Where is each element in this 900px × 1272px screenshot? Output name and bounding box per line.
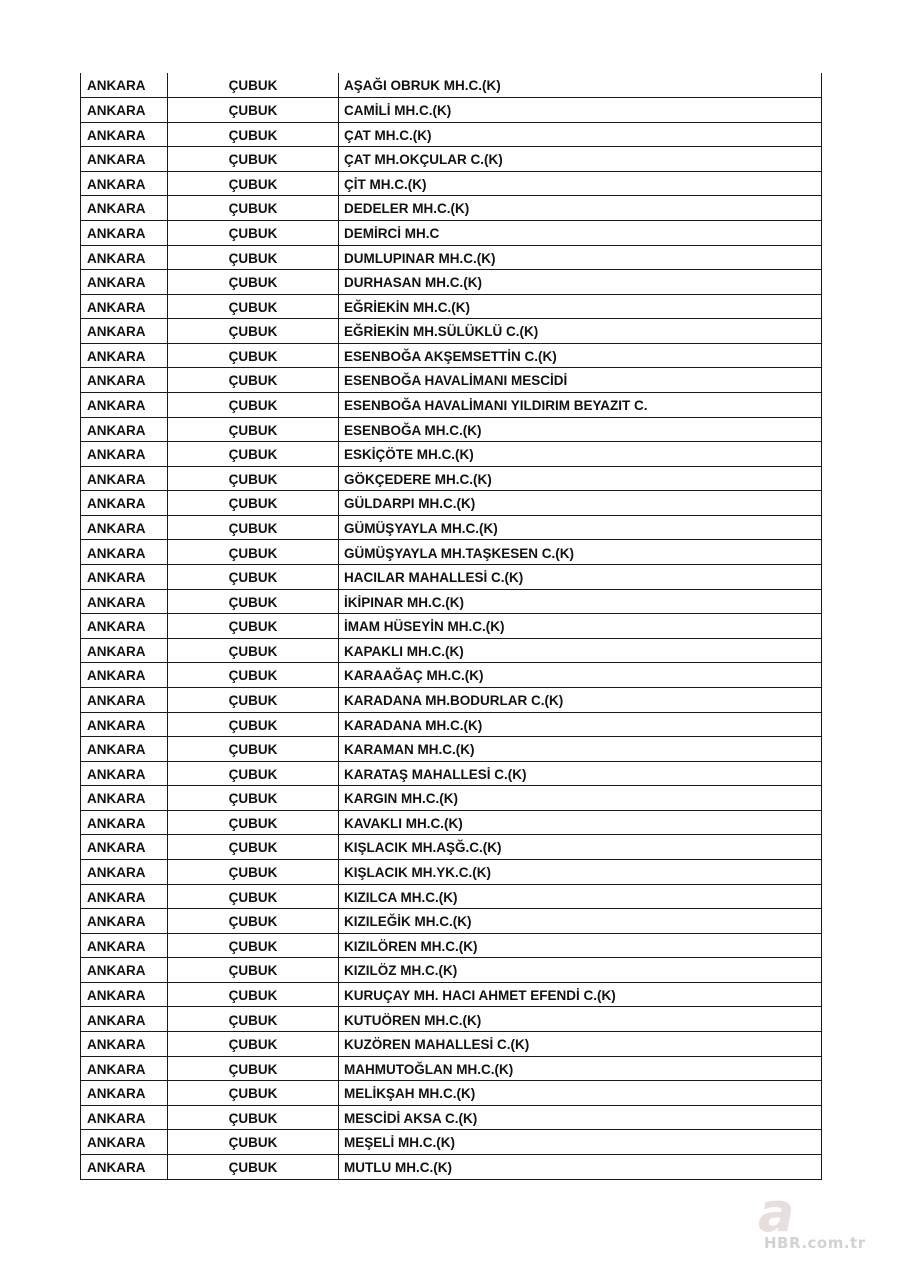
table-row	[81, 565, 822, 590]
table-row	[81, 810, 822, 835]
district-cell: ÇUBUK	[168, 687, 339, 712]
district-cell: ÇUBUK	[168, 1032, 339, 1057]
district-cell: ÇUBUK	[168, 147, 339, 172]
province-cell: ANKARA	[81, 442, 168, 467]
province-cell: ANKARA	[81, 1056, 168, 1081]
mosque-name-cell: MELİKŞAH MH.C.(K)	[339, 1081, 822, 1106]
district-cell: ÇUBUK	[168, 1105, 339, 1130]
table-row	[81, 98, 822, 123]
district-cell: ÇUBUK	[168, 712, 339, 737]
mosque-name-cell: KIŞLACIK MH.YK.C.(K)	[339, 860, 822, 885]
district-cell: ÇUBUK	[168, 933, 339, 958]
table-row	[81, 1081, 822, 1106]
table-row	[81, 737, 822, 762]
mosque-name-cell: AŞAĞI OBRUK MH.C.(K)	[339, 73, 822, 98]
district-cell: ÇUBUK	[168, 196, 339, 221]
district-cell: ÇUBUK	[168, 1130, 339, 1155]
mosque-name-cell: ESENBOĞA MH.C.(K)	[339, 417, 822, 442]
table-row	[81, 73, 822, 98]
mosque-name-cell: GÜMÜŞYAYLA MH.TAŞKESEN C.(K)	[339, 540, 822, 565]
district-cell: ÇUBUK	[168, 1056, 339, 1081]
table-row	[81, 220, 822, 245]
district-cell: ÇUBUK	[168, 294, 339, 319]
table-row	[81, 687, 822, 712]
province-cell: ANKARA	[81, 393, 168, 418]
table-row	[81, 540, 822, 565]
district-cell: ÇUBUK	[168, 786, 339, 811]
table-row	[81, 122, 822, 147]
table-row	[81, 663, 822, 688]
table-row	[81, 466, 822, 491]
province-cell: ANKARA	[81, 1105, 168, 1130]
district-cell: ÇUBUK	[168, 638, 339, 663]
province-cell: ANKARA	[81, 368, 168, 393]
mosque-name-cell: DURHASAN MH.C.(K)	[339, 270, 822, 295]
mosque-name-cell: ESENBOĞA HAVALİMANI MESCİDİ	[339, 368, 822, 393]
table-row	[81, 1105, 822, 1130]
mosque-name-cell: GÖKÇEDERE MH.C.(K)	[339, 466, 822, 491]
mosque-name-cell: KIZILÖZ MH.C.(K)	[339, 958, 822, 983]
province-cell: ANKARA	[81, 245, 168, 270]
table-row	[81, 1130, 822, 1155]
province-cell: ANKARA	[81, 835, 168, 860]
mosque-list-table	[80, 73, 822, 1180]
mosque-name-cell: ÇİT MH.C.(K)	[339, 171, 822, 196]
district-cell: ÇUBUK	[168, 540, 339, 565]
province-cell: ANKARA	[81, 220, 168, 245]
mosque-name-cell: KURUÇAY MH. HACI AHMET EFENDİ C.(K)	[339, 982, 822, 1007]
district-cell: ÇUBUK	[168, 958, 339, 983]
district-cell: ÇUBUK	[168, 466, 339, 491]
province-cell: ANKARA	[81, 1154, 168, 1179]
table-row	[81, 884, 822, 909]
province-cell: ANKARA	[81, 1007, 168, 1032]
table-row	[81, 982, 822, 1007]
province-cell: ANKARA	[81, 712, 168, 737]
table-row	[81, 196, 822, 221]
province-cell: ANKARA	[81, 1081, 168, 1106]
mosque-name-cell: ESENBOĞA AKŞEMSETTİN C.(K)	[339, 343, 822, 368]
district-cell: ÇUBUK	[168, 1007, 339, 1032]
province-cell: ANKARA	[81, 343, 168, 368]
watermark-text: HBR.com.tr	[764, 1234, 866, 1252]
mosque-name-cell: KUZÖREN MAHALLESİ C.(K)	[339, 1032, 822, 1057]
mosque-name-cell: KAVAKLI MH.C.(K)	[339, 810, 822, 835]
province-cell: ANKARA	[81, 491, 168, 516]
table-row	[81, 1032, 822, 1057]
district-cell: ÇUBUK	[168, 909, 339, 934]
mosque-name-cell: MEŞELİ MH.C.(K)	[339, 1130, 822, 1155]
table-row	[81, 343, 822, 368]
mosque-name-cell: ESKİÇÖTE MH.C.(K)	[339, 442, 822, 467]
province-cell: ANKARA	[81, 98, 168, 123]
district-cell: ÇUBUK	[168, 98, 339, 123]
mosque-name-cell: KARAMAN MH.C.(K)	[339, 737, 822, 762]
mosque-name-cell: DEMİRCİ MH.C	[339, 220, 822, 245]
province-cell: ANKARA	[81, 466, 168, 491]
district-cell: ÇUBUK	[168, 515, 339, 540]
table-row	[81, 442, 822, 467]
district-cell: ÇUBUK	[168, 245, 339, 270]
table-row	[81, 393, 822, 418]
province-cell: ANKARA	[81, 909, 168, 934]
district-cell: ÇUBUK	[168, 368, 339, 393]
district-cell: ÇUBUK	[168, 220, 339, 245]
mosque-name-cell: MESCİDİ AKSA C.(K)	[339, 1105, 822, 1130]
district-cell: ÇUBUK	[168, 1154, 339, 1179]
table-row	[81, 712, 822, 737]
district-cell: ÇUBUK	[168, 442, 339, 467]
province-cell: ANKARA	[81, 663, 168, 688]
mosque-name-cell: KARGIN MH.C.(K)	[339, 786, 822, 811]
mosque-name-cell: HACILAR MAHALLESİ C.(K)	[339, 565, 822, 590]
province-cell: ANKARA	[81, 810, 168, 835]
table-row	[81, 294, 822, 319]
table-row	[81, 270, 822, 295]
province-cell: ANKARA	[81, 589, 168, 614]
province-cell: ANKARA	[81, 196, 168, 221]
mosque-name-cell: İKİPINAR MH.C.(K)	[339, 589, 822, 614]
mosque-name-cell: GÜLDARPI MH.C.(K)	[339, 491, 822, 516]
table-row	[81, 319, 822, 344]
mosque-name-cell: KARADANA MH.BODURLAR C.(K)	[339, 687, 822, 712]
mosque-name-cell: MUTLU MH.C.(K)	[339, 1154, 822, 1179]
province-cell: ANKARA	[81, 122, 168, 147]
district-cell: ÇUBUK	[168, 393, 339, 418]
table-row	[81, 860, 822, 885]
province-cell: ANKARA	[81, 1130, 168, 1155]
district-cell: ÇUBUK	[168, 491, 339, 516]
district-cell: ÇUBUK	[168, 122, 339, 147]
mosque-name-cell: ESENBOĞA HAVALİMANI YILDIRIM BEYAZIT C.	[339, 393, 822, 418]
province-cell: ANKARA	[81, 638, 168, 663]
table-row	[81, 958, 822, 983]
province-cell: ANKARA	[81, 958, 168, 983]
district-cell: ÇUBUK	[168, 982, 339, 1007]
district-cell: ÇUBUK	[168, 810, 339, 835]
mosque-name-cell: KIŞLACIK MH.AŞĞ.C.(K)	[339, 835, 822, 860]
district-cell: ÇUBUK	[168, 73, 339, 98]
province-cell: ANKARA	[81, 270, 168, 295]
province-cell: ANKARA	[81, 737, 168, 762]
mosque-name-cell: EĞRİEKİN MH.SÜLÜKLÜ C.(K)	[339, 319, 822, 344]
district-cell: ÇUBUK	[168, 860, 339, 885]
mosque-name-cell: KIZILEĞİK MH.C.(K)	[339, 909, 822, 934]
table-body	[81, 73, 822, 1179]
district-cell: ÇUBUK	[168, 343, 339, 368]
table-row	[81, 368, 822, 393]
province-cell: ANKARA	[81, 73, 168, 98]
province-cell: ANKARA	[81, 294, 168, 319]
province-cell: ANKARA	[81, 982, 168, 1007]
district-cell: ÇUBUK	[168, 761, 339, 786]
district-cell: ÇUBUK	[168, 171, 339, 196]
district-cell: ÇUBUK	[168, 663, 339, 688]
table-row	[81, 1007, 822, 1032]
district-cell: ÇUBUK	[168, 614, 339, 639]
province-cell: ANKARA	[81, 417, 168, 442]
table-row	[81, 614, 822, 639]
mosque-name-cell: DUMLUPINAR MH.C.(K)	[339, 245, 822, 270]
district-cell: ÇUBUK	[168, 565, 339, 590]
mosque-name-cell: KIZILCA MH.C.(K)	[339, 884, 822, 909]
mosque-name-cell: EĞRİEKİN MH.C.(K)	[339, 294, 822, 319]
province-cell: ANKARA	[81, 786, 168, 811]
mosque-name-cell: CAMİLİ MH.C.(K)	[339, 98, 822, 123]
district-cell: ÇUBUK	[168, 835, 339, 860]
site-watermark	[748, 1181, 878, 1262]
province-cell: ANKARA	[81, 1032, 168, 1057]
province-cell: ANKARA	[81, 687, 168, 712]
province-cell: ANKARA	[81, 319, 168, 344]
province-cell: ANKARA	[81, 860, 168, 885]
table-row	[81, 933, 822, 958]
district-cell: ÇUBUK	[168, 417, 339, 442]
province-cell: ANKARA	[81, 565, 168, 590]
mosque-name-cell: KARAAĞAÇ MH.C.(K)	[339, 663, 822, 688]
province-cell: ANKARA	[81, 147, 168, 172]
province-cell: ANKARA	[81, 933, 168, 958]
province-cell: ANKARA	[81, 884, 168, 909]
table-row	[81, 417, 822, 442]
watermark-logo-letter: a	[758, 1181, 795, 1244]
province-cell: ANKARA	[81, 761, 168, 786]
district-cell: ÇUBUK	[168, 589, 339, 614]
table-row	[81, 761, 822, 786]
mosque-name-cell: MAHMUTOĞLAN MH.C.(K)	[339, 1056, 822, 1081]
province-cell: ANKARA	[81, 540, 168, 565]
table-row	[81, 245, 822, 270]
district-cell: ÇUBUK	[168, 1081, 339, 1106]
mosque-name-cell: İMAM HÜSEYİN MH.C.(K)	[339, 614, 822, 639]
province-cell: ANKARA	[81, 171, 168, 196]
district-cell: ÇUBUK	[168, 319, 339, 344]
province-cell: ANKARA	[81, 614, 168, 639]
table-row	[81, 491, 822, 516]
mosque-name-cell: KAPAKLI MH.C.(K)	[339, 638, 822, 663]
mosque-name-cell: GÜMÜŞYAYLA MH.C.(K)	[339, 515, 822, 540]
district-cell: ÇUBUK	[168, 270, 339, 295]
mosque-name-cell: ÇAT MH.C.(K)	[339, 122, 822, 147]
table-row	[81, 147, 822, 172]
province-cell: ANKARA	[81, 515, 168, 540]
mosque-name-cell: ÇAT MH.OKÇULAR C.(K)	[339, 147, 822, 172]
table-row	[81, 835, 822, 860]
mosque-name-cell: KIZILÖREN MH.C.(K)	[339, 933, 822, 958]
mosque-name-cell: KARATAŞ MAHALLESİ C.(K)	[339, 761, 822, 786]
table-row	[81, 786, 822, 811]
table-row	[81, 515, 822, 540]
table-row	[81, 638, 822, 663]
table-row	[81, 1154, 822, 1179]
mosque-name-cell: KARADANA MH.C.(K)	[339, 712, 822, 737]
district-cell: ÇUBUK	[168, 737, 339, 762]
table-row	[81, 1056, 822, 1081]
district-cell: ÇUBUK	[168, 884, 339, 909]
table-row	[81, 589, 822, 614]
table-row	[81, 171, 822, 196]
table-row	[81, 909, 822, 934]
mosque-name-cell: KUTUÖREN MH.C.(K)	[339, 1007, 822, 1032]
mosque-name-cell: DEDELER MH.C.(K)	[339, 196, 822, 221]
